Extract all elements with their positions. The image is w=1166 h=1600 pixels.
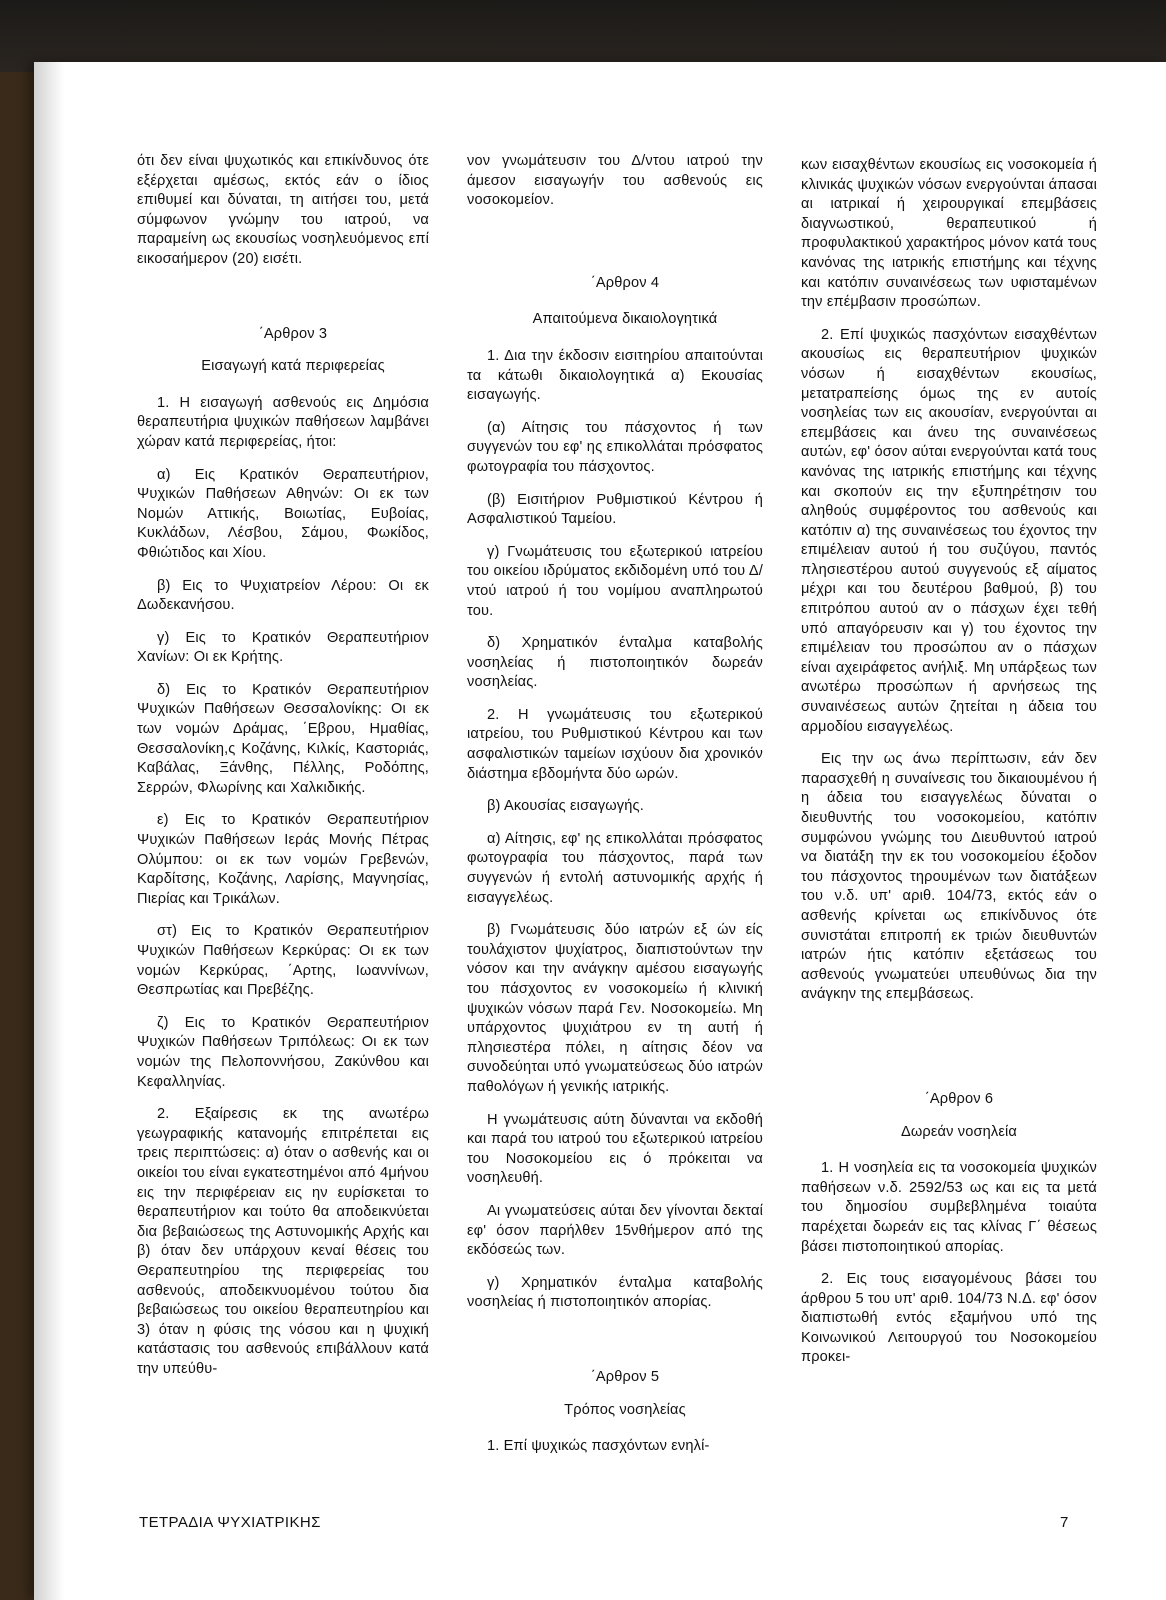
article-6-title: ΄Αρθρον 6	[924, 1090, 994, 1107]
paragraph: α) Εις Κρατικόν Θεραπευτήριον, Ψυχικών Παθήσεων Αθηνών: Οι εκ των Νομών Αττικής, Βοιωτίας, Ευβοίας, Κυκλάδων, Λέσβου, Σάμου, Φωκίδος, Φθιώτιδος και Χίου.	[137, 466, 429, 561]
paragraph: 2. Εξαίρεσις εκ της ανωτέρω γεωγραφικής κατανομής επιτρέπεται εις τρεις περιπτώσεις: α) όταν ο ασθενής και οι οικείοι του είναι εγκατεστημένοι από 4μήνου εις την περιφέρειαν εις ην ευρίσκεται το θεραπευτήριον και τούτο θα αποδεικνύεται δια βεβαιώσεως της Αστυνομικής Αρχής και β) όταν δεν υπάρχουν κεναί θέσεις του Θεραπευτηρίου της περιφερείας του ασθενούς, αποδεικνυομένου τούτου δια βεβαιώσεως του οικείου θεραπευτηρίου και 3) όταν η φύσις της νόσου και η ψυχική κατάστασις του ασθενούς επιβάλλουν κατά την υπεύθυ-	[137, 1106, 429, 1377]
paragraph: 1. Επί ψυχικώς πασχόντων ενηλί-	[487, 1438, 710, 1455]
journal-footer: ΤΕΤΡΑΔΙΑ ΨΥΧΙΑΤΡΙΚΗΣ	[139, 1514, 321, 1531]
paragraph: κων εισαχθέντων εκουσίως εις νοσοκομεία ή κλινικάς ψυχικών νόσων ενεργούνται άπασαι αι ιατρικαί ή χειρουργικαί επεμβάσεις διαγνωστικού, θεραπευτικού ή προφυλακτικού χαρακτήρος μόνον κατά τους κανόνας της ιατρικής επιστήμης και τέχνης και κατόπιν συναινέσεως των υφισταμένων την επέμβασιν προσώπων.	[801, 157, 1097, 311]
paragraph: β) Γνωμάτευσις δύο ιατρών εξ ών είς τουλάχιστον ψυχίατρος, διαπιστούντων την νόσον και την ανάγκην αμέσου εισαγωγής του πάσχοντος εν νοσοκομείω ή κλινική ψυχικών νόσων παρά Γεν. Νοσοκομείω. Μη υπάρχοντος ψυχιάτρου εν τη αυτή ή πλησιεστέρα πόλει, η αίτησις δέον να συνοδεύηται υπό γνωματεύσεως δύο ιατρών παθολόγων ή γενικής ιατρικής.	[467, 922, 763, 1095]
paragraph: ότι δεν είναι ψυχωτικός και επικίνδυνος ότε εξέρχεται αμέσως, εκτός εάν ο ίδιος επιθυμεί και δύναται, τη αιτήσει του, μετά σύμφωνον γνώμην του ιατρού, να παραμείνη ως εκουσίως νοσηλευόμενος επί εικοσαήμερον (20) εισέτι.	[137, 153, 429, 267]
page-number: 7	[1060, 1514, 1069, 1531]
paragraph: (β) Εισιτήριον Ρυθμιστικού Κέντρου ή Ασφαλιστικού Ταμείου.	[467, 491, 763, 528]
page-gutter-shadow	[34, 62, 64, 1600]
paragraph: β) Εις το Ψυχιατρείον Λέρου: Οι εκ Δωδεκανήσου.	[137, 577, 429, 614]
paragraph: α) Αίτησις, εφ' ης επικολλάται πρόσφατος φωτογραφία του πάσχοντος, παρά των συγγενών ή εντολή αστυνομικής αρχής ή εισαγγελέως.	[467, 830, 763, 906]
text-column-2	[467, 152, 763, 1470]
paragraph: γ) Γνωμάτευσις του εξωτερικού ιατρείου του οικείου ιδρύματος εκδιδομένη υπό του Δ/ντού ιατρού ή του νομίμου αναπληρωτού του.	[467, 543, 763, 619]
paragraph: Η γνωμάτευσις αύτη δύνανται να εκδοθή και παρά του ιατρού του εξωτερικού ιατρείου του Νοσοκομείου εις ό πρόκειται να νοσηλευθή.	[467, 1111, 763, 1187]
paragraph: 1. Δια την έκδοσιν εισιτηρίου απαιτούνται τα κάτωθι δικαιολογητικά α) Εκουσίας εισαγωγής.	[467, 347, 763, 404]
paragraph: Αι γνωματεύσεις αύται δεν γίνονται δεκταί εφ' όσον παρήλθεν 15νθήμερον από της εκδόσεώς των.	[467, 1202, 763, 1259]
paragraph: γ) Χρηματικόν ένταλμα καταβολής νοσηλείας ή πιστοποιητικόν απορίας.	[467, 1274, 763, 1311]
article-6-subtitle: Δωρεάν νοσηλεία	[900, 1123, 1017, 1140]
paragraph: 1. Η νοσηλεία εις τα νοσοκομεία ψυχικών παθήσεων ν.δ. 2592/53 ως και εις τα μετά του δημοσίου συμβεβλημένα τοιαύτα παρέχεται δωρεάν εις τας κλίνας Γ΄ θέσεως βάσει πιστοποιητικού απορίας.	[801, 1160, 1097, 1255]
text-column-1	[137, 152, 429, 1392]
paragraph: ζ) Εις το Κρατικόν Θεραπευτήριον Ψυχικών Παθήσεων Τριπόλεως: Οι εκ των νομών της Πελοποννήσου, Ζακύνθου και Κεφαλληνίας.	[137, 1014, 429, 1090]
article-3-subtitle: Εισαγωγή κατά περιφερείας	[201, 358, 385, 375]
article-5-subtitle: Τρόπος νοσηλείας	[564, 1401, 686, 1418]
article-3-title: ΄Αρθρον 3	[258, 325, 328, 342]
paragraph: 2. Επί ψυχικώς πασχόντων εισαχθέντων ακουσίως εις θεραπευτήριον ψυχικών νόσων ή εισαχθέντων εκουσίως, μετατραπείσης όμως της εν αυτοίς νοσηλείας των εις ακουσίαν, ενεργούνται αι επεμβάσεις και άνευ της συναινέσεως αυτών, εφ' όσον αύται ενεργούνται κατά τους κανόνας της ιατρικής επιστήμης και τέχνης και σκοπούν εις την εξυπηρέτησιν του αληθούς συμφέροντος του ασθενούς και κατόπιν α) της συναινέσεως του έχοντος την επιμέλειαν αυτού ή του συζύγου, παντός πλησιεστέρου αυτού συγγενούς εξ αίματος μέχρι και του δευτέρου βαθμού, β) του επιτρόπου αυτού αν ο πάσχων έχει τεθή υπό απαγόρευσιν και γ) του έχοντος την επιμέλειαν του προσώπου αν ο πάσχων είναι αχειράφετος ανήλιξ. Μη υπάρξεως των ανωτέρω προσώπων ή αρνήσεως της συναινέσεως αυτών ζητείται η άδεια του αρμοδίου εισαγγελέως.	[801, 326, 1097, 735]
paragraph: ε) Εις το Κρατικόν Θεραπευτήριον Ψυχικών Παθήσεων Ιεράς Μονής Πέτρας Ολύμπου: οι εκ των νομών Γρεβενών, Καρδίτσης, Κοζάνης, Λαρίσης, Μαγνησίας, Πιερίας και Τρικάλων.	[137, 812, 429, 907]
article-4-title: ΄Αρθρον 4	[590, 274, 660, 291]
paragraph: γ) Εις το Κρατικόν Θεραπευτήριον Χανίων: Οι εκ Κρήτης.	[137, 629, 429, 666]
paragraph: νον γνωμάτευσιν του Δ/ντου ιατρού την άμεσον εισαγωγήν του ασθενούς εις νοσοκομείον.	[467, 153, 763, 209]
paragraph: στ) Εις το Κρατικόν Θεραπευτήριον Ψυχικών Παθήσεων Κερκύρας: Οι εκ των νομών Κερκύρας, ΄Αρτης, Ιωαννίνων, Θεσπρωτίας και Πρεβέζης.	[137, 923, 429, 999]
paragraph: β) Ακουσίας εισαγωγής.	[487, 798, 644, 815]
paragraph: δ) Εις το Κρατικόν Θεραπευτήριον Ψυχικών Παθήσεων Θεσσαλονίκης: Οι εκ των νομών Δράμας, ΄Εβρου, Ημαθίας, Θεσσαλονίκη,ς Κοζάνης, Κιλκίς, Καστοριάς, Καβάλας, Ξάνθης, Πέλλης, Ροδόπης, Σερρών, Φλωρίνης και Χαλκιδικής.	[137, 681, 429, 796]
paragraph: (α) Αίτησις του πάσχοντος ή των συγγενών του εφ' ης επικολλάται πρόσφατος φωτογραφία του πάσχοντος.	[467, 419, 763, 475]
article-5-title: ΄Αρθρον 5	[590, 1368, 660, 1385]
article-4-subtitle: Απαιτούμενα δικαιολογητικά	[532, 311, 718, 328]
paragraph: 1. Η εισαγωγή ασθενούς εις Δημόσια θεραπευτήρια ψυχικών παθήσεων λαμβάνει χώραν κατά περιφερείας, ήτοι:	[137, 394, 429, 450]
paragraph: δ) Χρηματικόν ένταλμα καταβολής νοσηλείας ή πιστοποιητικόν δωρεάν νοσηλείας.	[467, 635, 763, 691]
paragraph: 2. Εις τους εισαγομένους βάσει του άρθρου 5 του υπ' αριθ. 104/73 Ν.Δ. εφ' όσον διαπιστωθή εντός εξαμήνου υπό της Κοινωνικού Λειτουργού του Νοσοκομείου προκει-	[801, 1271, 1097, 1366]
paragraph: 2. Η γνωμάτευσις του εξωτερικού ιατρείου, του Ρυθμιστικού Κέντρου και των ασφαλιστικών ταμείων ισχύουν δια χρονικόν διάστημα εβδομήντα δύο ωρών.	[467, 706, 763, 782]
text-column-3	[801, 156, 1097, 1381]
paragraph: Εις την ως άνω περίπτωσιν, εάν δεν παρασχεθή η συναίνεσις του δικαιουμένου ή η άδεια του εισαγγελέως δύναται ο διευθυντής του νοσοκομείου, κατόπιν συμφώνου γνώμης του Διευθυντού ιατρού να διατάξη την εκ του νοσοκομείου έξοδον του πάσχοντος τηρουμένων των διατάξεων του ν.δ. υπ' αριθ. 104/73, εκτός εάν ο ασθενής κρίνεται ως επικίνδυνος ότε συνιστάται επιτροπή εκ τριών διευθυντών ιατρών ήτις κατόπιν εξετάσεως του ασθενούς γνωματεύει υπευθύνως δια την ανάγκην της επεμβάσεως.	[801, 751, 1097, 1003]
